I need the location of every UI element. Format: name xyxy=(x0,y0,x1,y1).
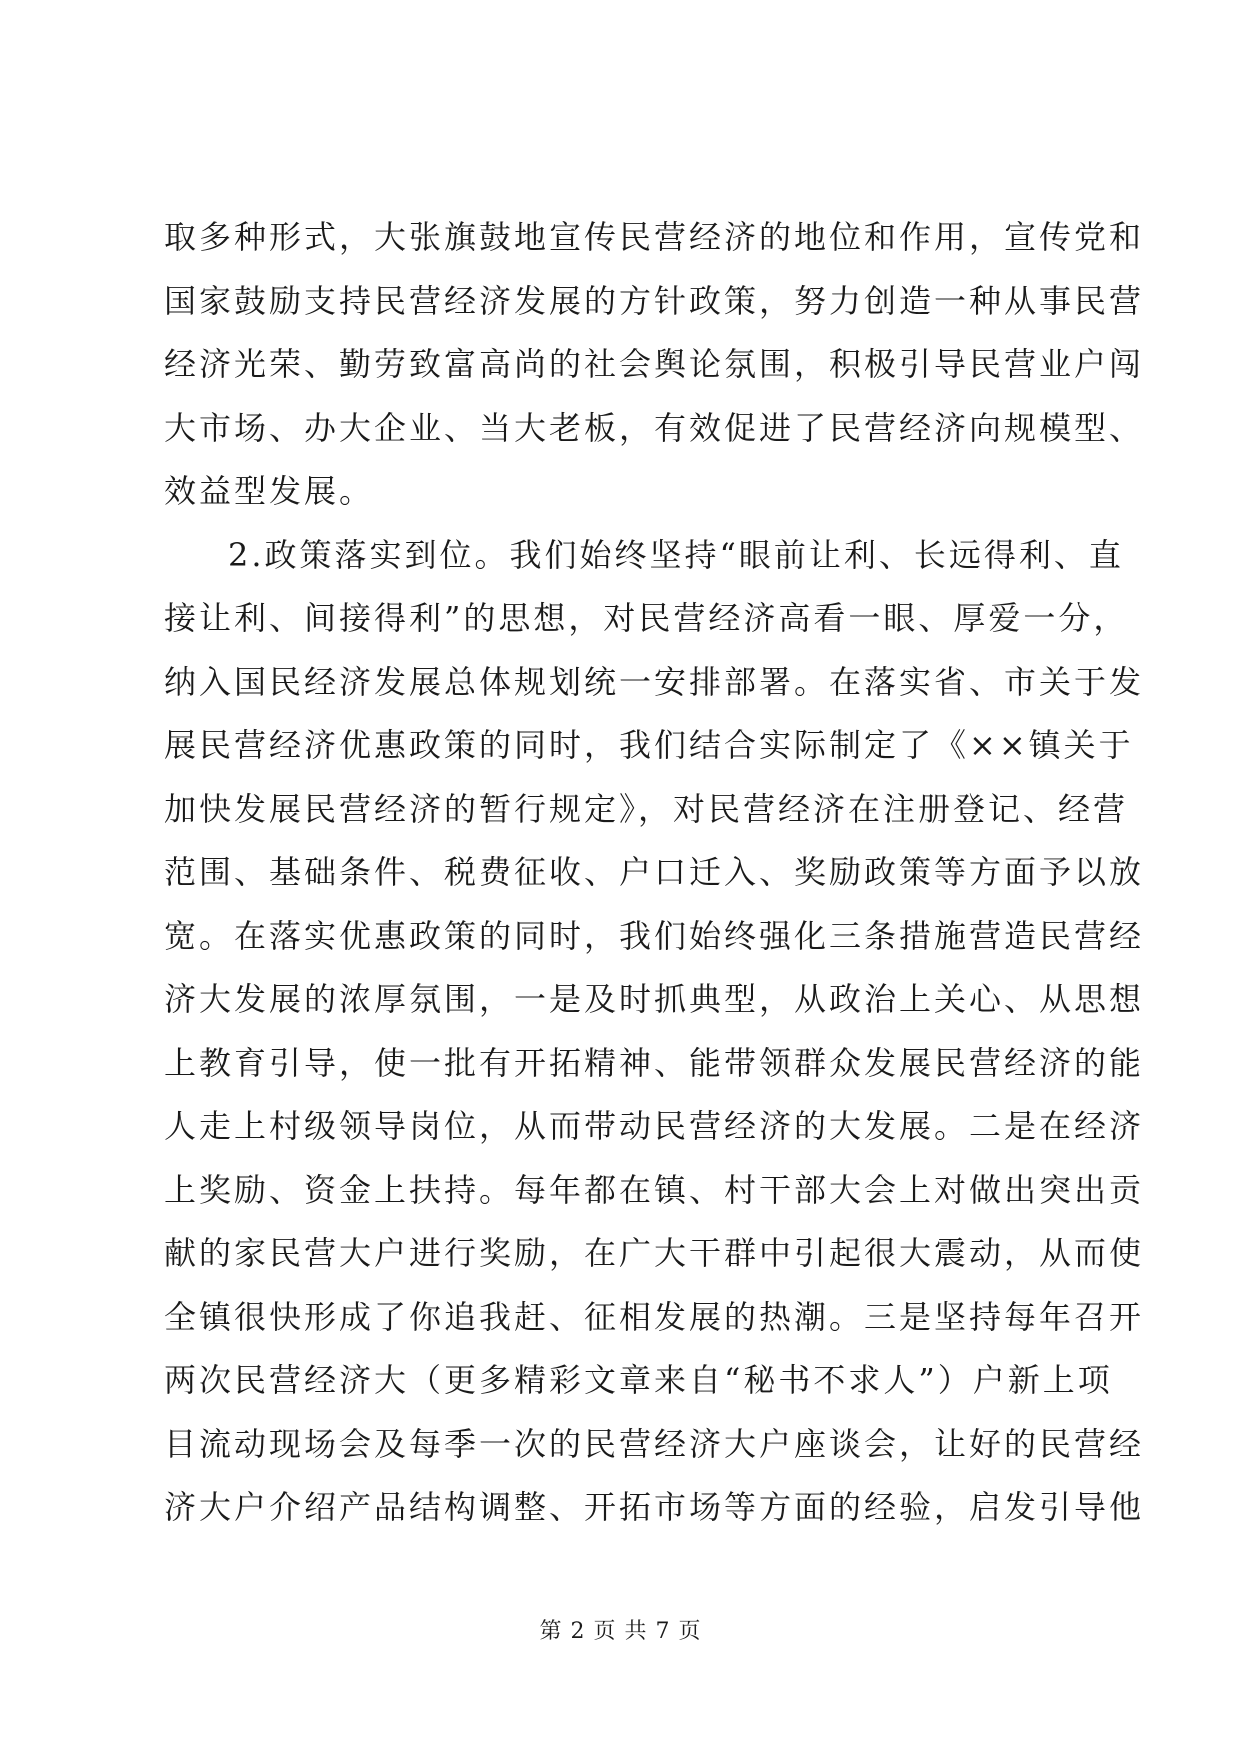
page-number-footer: 第 2 页 共 7 页 xyxy=(539,1619,702,1644)
text-line: 接让利、间接得利”的思想，对民营经济高看一眼、厚爱一分， xyxy=(164,599,1129,637)
text-line: 纳入国民经济发展总体规划统一安排部署。在落实省、市关于发 xyxy=(164,662,1145,701)
text-line: 济大发展的浓厚氛围，一是及时抓典型，从政治上关心、从思想 xyxy=(164,980,1145,1018)
document-body xyxy=(164,206,1145,1540)
paragraph-2 xyxy=(164,524,1145,1540)
text-line: 上奖励、资金上扶持。每年都在镇、村干部大会上对做出突出贡 xyxy=(164,1170,1145,1209)
text-line: 献的家民营大户进行奖励，在广大干群中引起很大震动，从而使 xyxy=(164,1234,1145,1272)
text-line: 范围、基础条件、税费征收、户口迁入、奖励政策等方面予以放 xyxy=(164,853,1145,891)
text-line: 效益型发展。 xyxy=(164,472,375,510)
text-line: 取多种形式，大张旗鼓地宣传民营经济的地位和作用，宣传党和 xyxy=(164,218,1145,256)
text-line: 上教育引导，使一批有开拓精神、能带领群众发展民营经济的能 xyxy=(164,1043,1145,1082)
text-line: 大市场、办大企业、当大老板，有效促进了民营经济向规模型、 xyxy=(164,408,1145,447)
text-line: 2.政策落实到位。我们始终坚持“眼前让利、长远得利、直 xyxy=(228,535,1124,574)
text-line: 济大户介绍产品结构调整、开拓市场等方面的经验，启发引导他 xyxy=(164,1488,1145,1526)
text-line: 加快发展民营经济的暂行规定》，对民营经济在注册登记、经营 xyxy=(164,789,1129,828)
text-line: 人走上村级领导岗位，从而带动民营经济的大发展。二是在经济 xyxy=(164,1107,1145,1145)
text-line: 两次民营经济大（更多精彩文章来自“秘书不求人”）户新上项 xyxy=(164,1361,1113,1399)
text-line: 国家鼓励支持民营经济发展的方针政策，努力创造一种从事民营 xyxy=(164,281,1145,320)
text-line: 经济光荣、勤劳致富高尚的社会舆论氛围，积极引导民营业户闯 xyxy=(164,345,1145,383)
text-line: 全镇很快形成了你追我赶、征相发展的热潮。三是坚持每年召开 xyxy=(164,1297,1145,1336)
text-line: 目流动现场会及每季一次的民营经济大户座谈会，让好的民营经 xyxy=(164,1424,1145,1463)
paragraph-1 xyxy=(164,206,1145,524)
text-line: 宽。在落实优惠政策的同时，我们始终强化三条措施营造民营经 xyxy=(164,916,1145,955)
text-line: 展民营经济优惠政策的同时，我们结合实际制定了《××镇关于 xyxy=(164,726,1134,764)
